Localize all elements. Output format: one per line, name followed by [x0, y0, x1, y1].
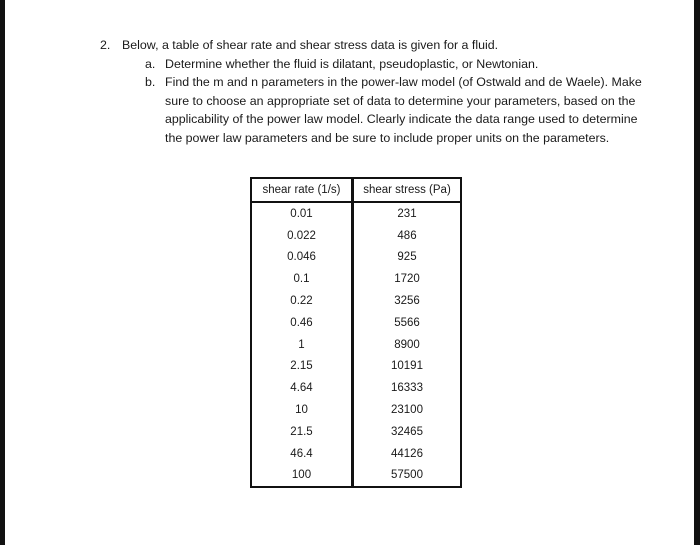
- shear-stress-cell: 44126: [353, 443, 462, 465]
- shear-rate-cell: 4.64: [251, 377, 353, 399]
- question-intro: Below, a table of shear rate and shear stress data is given for a fluid.: [122, 38, 499, 52]
- shear-data-table: [250, 177, 462, 488]
- table-row: [251, 334, 461, 356]
- shear-rate-cell: 10: [251, 399, 353, 421]
- part-a: [145, 55, 660, 74]
- table-row: [251, 225, 461, 247]
- question-parts: [145, 55, 660, 148]
- shear-rate-cell: 0.22: [251, 290, 353, 312]
- shear-stress-cell: 1720: [353, 268, 462, 290]
- shear-stress-cell: 5566: [353, 312, 462, 334]
- part-a-letter: a.: [145, 56, 156, 71]
- header-shear-rate: shear rate (1/s): [251, 178, 353, 202]
- shear-stress-cell: 925: [353, 247, 462, 269]
- shear-stress-cell: 486: [353, 225, 462, 247]
- right-edge-bar: [694, 0, 700, 545]
- shear-stress-cell: 8900: [353, 334, 462, 356]
- shear-rate-cell: 0.022: [251, 225, 353, 247]
- table-row: [251, 399, 461, 421]
- left-edge-bar: [0, 0, 5, 545]
- table-row: [251, 377, 461, 399]
- shear-stress-cell: 231: [353, 202, 462, 225]
- table-row: [251, 268, 461, 290]
- table-header-row: [251, 178, 461, 202]
- shear-rate-cell: 0.046: [251, 247, 353, 269]
- shear-rate-cell: 100: [251, 465, 353, 488]
- part-a-text: Determine whether the fluid is dilatant, pseudoplastic, or Newtonian.: [165, 56, 539, 71]
- shear-rate-cell: 0.1: [251, 268, 353, 290]
- shear-rate-cell: 0.01: [251, 202, 353, 225]
- shear-stress-cell: 3256: [353, 290, 462, 312]
- question-number: 2.: [100, 38, 111, 52]
- table-row: [251, 443, 461, 465]
- shear-stress-cell: 57500: [353, 465, 462, 488]
- part-b-letter: b.: [145, 75, 156, 90]
- shear-rate-cell: 0.46: [251, 312, 353, 334]
- shear-stress-cell: 32465: [353, 421, 462, 443]
- shear-stress-cell: 10191: [353, 356, 462, 378]
- table-row: [251, 465, 461, 488]
- table-row: [251, 356, 461, 378]
- shear-rate-cell: 2.15: [251, 356, 353, 378]
- table-row: [251, 312, 461, 334]
- part-b-text: Find the m and n parameters in the power-law model (of Ostwald and de Waele). Make sure to choose an appropriate set of data to determine your parameters, based on the applicability of the power law model. Clearly indicate the data range used to determine the power law parameters and be sure to include proper units on the parameters.: [165, 75, 642, 145]
- part-b: [145, 73, 660, 147]
- table-row: [251, 202, 461, 225]
- header-shear-stress: shear stress (Pa): [353, 178, 462, 202]
- shear-stress-cell: 16333: [353, 377, 462, 399]
- table-row: [251, 247, 461, 269]
- shear-stress-cell: 23100: [353, 399, 462, 421]
- shear-rate-cell: 21.5: [251, 421, 353, 443]
- table-row: [251, 421, 461, 443]
- shear-rate-cell: 1: [251, 334, 353, 356]
- table-row: [251, 290, 461, 312]
- question-block: [100, 36, 660, 148]
- shear-rate-cell: 46.4: [251, 443, 353, 465]
- question-intro-line: [100, 36, 660, 55]
